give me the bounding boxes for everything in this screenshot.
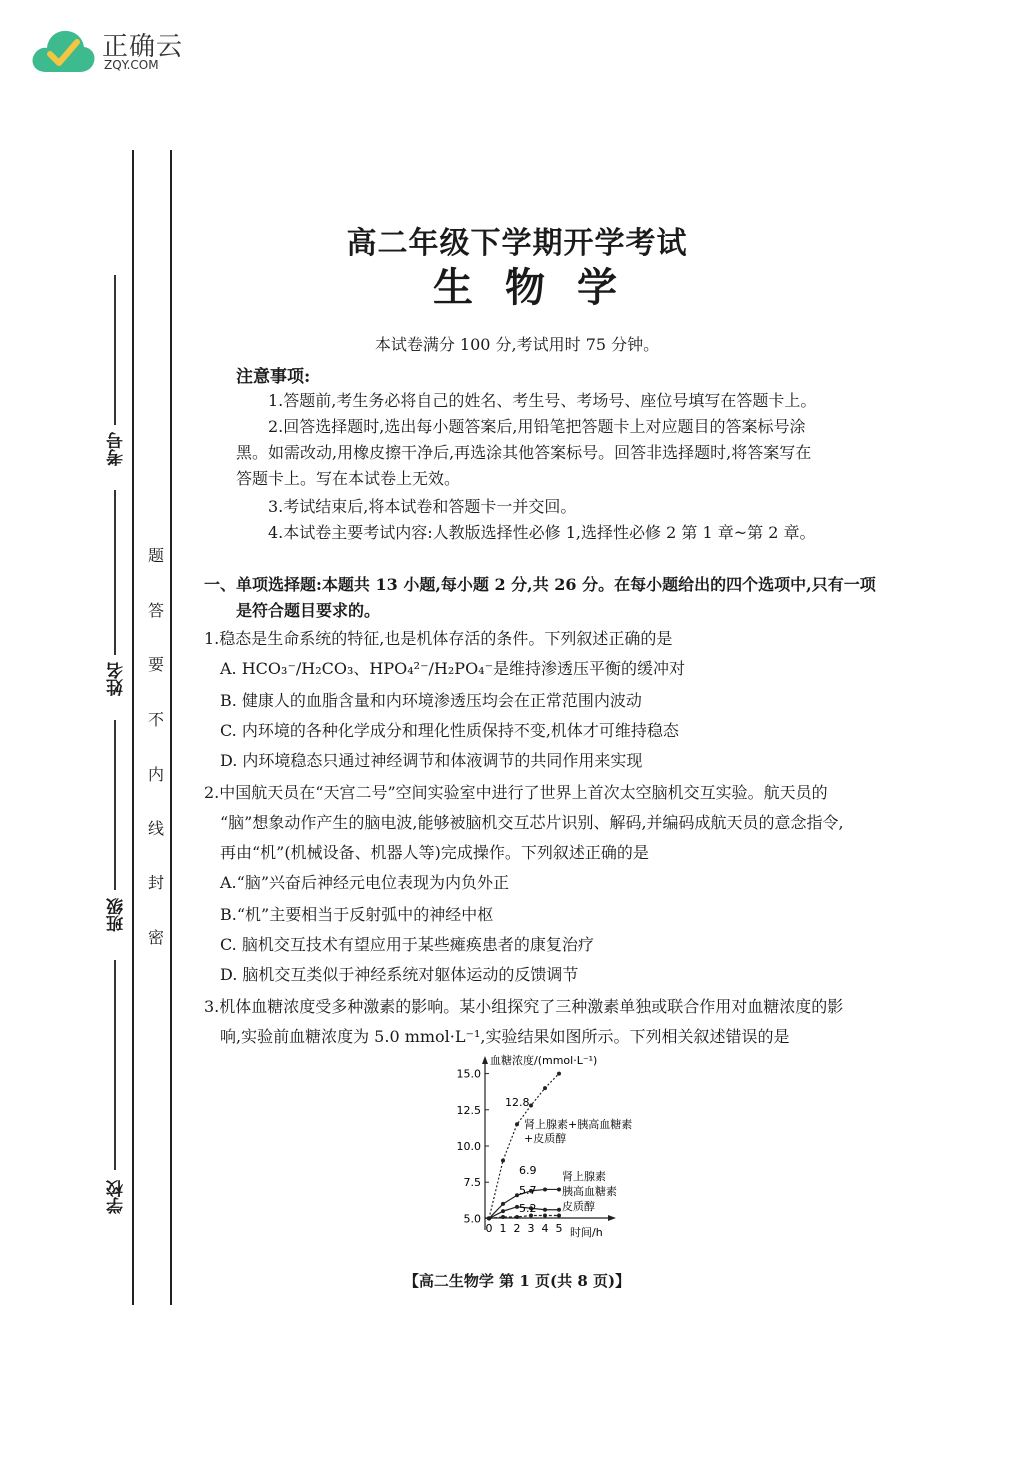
seal-char: 内 [148,765,165,784]
check-cloud-icon [28,22,98,78]
y-tick-label: 10.0 [456,1140,481,1153]
x-tick-label: 0 [485,1222,493,1235]
q1-option-c: C. 内环境的各种化学成分和理化性质保持不变,机体才可维持稳态 [220,721,679,740]
notice-line: 1.答题前,考生务必将自己的姓名、考生号、考场号、座位号填写在答题卡上。 [268,391,817,410]
x-tick-label: 3 [527,1222,535,1235]
legend-combined: 肾上腺素+胰高血糖素 [524,1118,633,1131]
annotation-12-8: 12.8 [505,1096,530,1109]
exam-title: 高二年级下学期开学考试 [346,226,688,261]
section-heading: 一、单项选择题:本题共 13 小题,每小题 2 分,共 26 分。在每小题给出的四个选项中,只有一项 [204,575,876,594]
x-tick-label: 5 [555,1222,563,1235]
y-tick-label: 7.5 [463,1176,481,1190]
seal-char: 封 [148,873,165,892]
name-blank[interactable] [114,490,116,655]
logo-domain: ZQY.COM [104,58,159,72]
q3-stem: 3.机体血糖浓度受多种激素的影响。某小组探究了三种激素单独或联合作用对血糖浓度的影 [204,997,844,1016]
logo-brand: 正确云 [102,32,184,62]
q1-stem: 1.稳态是生命系统的特征,也是机体存活的条件。下列叙述正确的是 [204,629,673,648]
q2-stem: 再由“机”(机械设备、机器人等)完成操作。下列叙述正确的是 [220,843,649,862]
q1-option-a: A. HCO₃⁻/H₂CO₃、HPO₄²⁻/H₂PO₄⁻是维持渗透压平衡的缓冲对 [220,659,686,678]
x-tick-label: 1 [499,1222,507,1235]
notice-line: 黑。如需改动,用橡皮擦干净后,再选涂其他答案标号。回答非选择题时,将答案写在 [236,443,812,462]
margin-line-right [170,150,172,1305]
notice-heading: 注意事项: [236,367,311,387]
q2-stem: “脑”想象动作产生的脑电波,能够被脑机交互芯片识别、解码,并编码成航天员的意念指令, [220,813,844,832]
seal-char: 要 [148,655,165,674]
legend-epinephrine: 肾上腺素 [562,1170,606,1183]
legend-glucagon: 胰高血糖素 [562,1185,617,1198]
q2-option-b: B.“机”主要相当于反射弧中的神经中枢 [220,905,494,924]
data-point [557,1072,561,1076]
legend-cortisol: 皮质醇 [562,1200,595,1213]
q2-option-d: D. 脑机交互类似于神经系统对躯体运动的反馈调节 [220,965,579,984]
y-axis-label: 血糖浓度/(mmol·L⁻¹) [490,1054,598,1067]
data-point [543,1208,547,1212]
margin-line-left [132,150,134,1305]
notice-line: 4.本试卷主要考试内容:人教版选择性必修 1,选择性必修 2 第 1 章~第 2 章。 [268,523,816,542]
q1-option-b: B. 健康人的血脂含量和内环境渗透压均会在正常范围内波动 [220,691,642,710]
data-point [557,1208,561,1212]
data-point [543,1214,547,1218]
score-line: 本试卷满分 100 分,考试用时 75 分钟。 [374,335,660,354]
section-heading-cont: 是符合题目要求的。 [236,601,381,620]
annotation-5-7: 5.7 [519,1184,537,1197]
data-point [529,1103,533,1107]
seal-char: 线 [148,819,165,838]
data-point [557,1214,561,1218]
q2-stem: 2.中国航天员在“天宫二号”空间实验室中进行了世界上首次太空脑机交互实验。航天员的 [204,783,828,802]
x-axis-arrow [608,1215,616,1221]
data-point [487,1216,491,1220]
data-point [501,1209,505,1213]
data-point [501,1202,505,1206]
seal-char: 答 [148,601,165,620]
legend-combined-cont: +皮质醇 [524,1132,567,1145]
data-point [515,1122,519,1126]
name-label: 姓名 [107,662,127,696]
page-footer: 【高二生物学 第 1 页(共 8 页)】 [403,1272,631,1290]
exam-no-label: 考号 [107,432,127,466]
x-tick-label: 4 [541,1222,549,1235]
y-axis-arrow [482,1056,488,1064]
class-label: 班级 [107,898,127,932]
zqy-logo [28,22,198,82]
school-label: 学校 [107,1180,127,1214]
seal-char: 不 [148,710,165,729]
data-point [557,1187,561,1191]
q1-option-d: D. 内环境稳态只通过神经调节和体液调节的共同作用来实现 [220,751,643,770]
y-tick-label: 5.0 [463,1212,481,1226]
notice-line: 答题卡上。写在本试卷上无效。 [236,469,461,488]
y-tick-label: 15.0 [456,1067,481,1081]
data-point [501,1158,505,1162]
data-point [515,1215,519,1219]
data-point [543,1086,547,1090]
notice-line: 3.考试结束后,将本试卷和答题卡一并交回。 [268,497,577,516]
school-blank[interactable] [114,960,116,1170]
data-point [543,1187,547,1191]
notice-line: 2.回答选择题时,选出每小题答案后,用铅笔把答题卡上对应题目的答案标号涂 [268,417,806,436]
annotation-5-2: 5.2 [519,1202,537,1215]
class-blank[interactable] [114,720,116,890]
q2-option-a: A.“脑”兴奋后神经元电位表现为内负外正 [220,873,510,892]
q2-option-c: C. 脑机交互技术有望应用于某些瘫痪患者的康复治疗 [220,935,594,954]
seal-char: 密 [148,928,165,947]
seal-char: 题 [148,546,165,565]
x-axis-label: 时间/h [570,1226,603,1239]
blood-glucose-chart [420,1050,690,1245]
q3-stem: 响,实验前血糖浓度为 5.0 mmol·L⁻¹,实验结果如图所示。下列相关叙述错误的是 [220,1027,790,1046]
x-tick-label: 2 [513,1222,521,1235]
annotation-6-9: 6.9 [519,1164,537,1177]
subject-title: 生物学 [433,264,649,311]
data-point [501,1215,505,1219]
y-tick-label: 12.5 [456,1103,481,1117]
